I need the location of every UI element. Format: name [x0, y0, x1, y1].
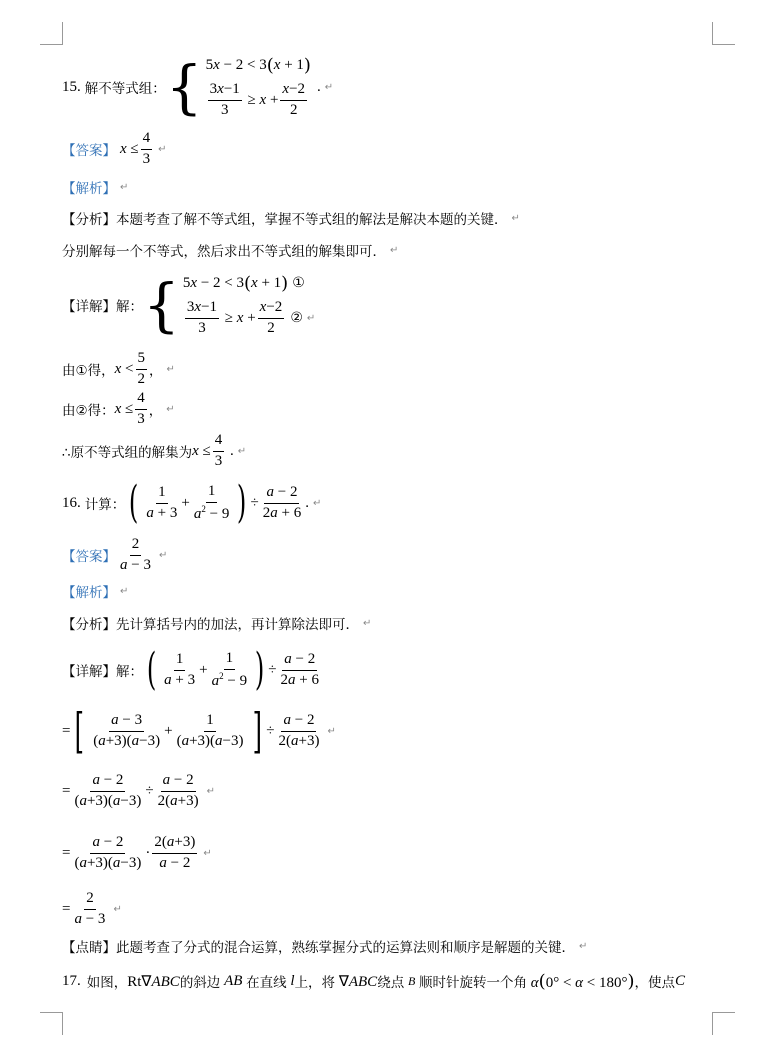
q16-detail: 【详解】 解： ( $\frac{1}{a + 3}$ + $\frac{1}{a^2 - 9}$ ) ÷ $\frac{a - 2}{2a + 6}$ [62, 644, 319, 695]
q15-statement: 15. 解不等式组： { 5 x − 2 < 3 ( x + 1 ) $\frac{3x-1}{3}$ ≥ x + $\frac{x-2}{2}$ . ↵ [62, 53, 334, 121]
q15-from1: 由①得， x < $\frac{5}{2}$ ， ↵ [62, 350, 175, 387]
q15-system: { 5 x − 2 < 3 ( x + 1 ) $\frac{3x-1}{3}$ ≥ x + $\frac{x-2}{2}$ [165, 53, 311, 121]
q15-prompt: 解不等式组： [84, 81, 166, 97]
q16-result: = $\frac{2}{a - 3}$ ↵ [62, 890, 122, 927]
q15-number: 15. [62, 78, 81, 95]
q16-statement: 16. 计算： ( $\frac{1}{a + 3}$ + $\frac{1}{a^2 - 9}$ ) ÷ $\frac{a - 2}{2a + 6}$ . ↵ [62, 477, 322, 528]
q15-analysis-2: 分别解每一个不等式，然后求出不等式组的解集即可． ↵ [62, 244, 399, 260]
q15-detail: 【详解】 解： { 5 x − 2 < 3 ( x + 1 ) ① $\frac{3x-1}{3}$ ≥ x + $\frac{x-2}{2}$ ② ↵ [62, 271, 316, 339]
q15-conclusion: ∴原不等式组的解集为 x ≤ $\frac{4}{3}$ . ↵ [62, 432, 247, 469]
q15-answer: 【答案】 x ≤ $\frac{4}{3}$ ↵ [62, 130, 167, 167]
q16-jiexi: 【解析】 ↵ [62, 585, 129, 601]
q15-analysis: 【分析】 本题考查了解不等式组，掌握不等式组的解法是解决本题的关键． ↵ [62, 212, 520, 228]
q16-answer: 【答案】 $\frac{2}{a - 3}$ ↵ [62, 536, 168, 573]
q15-from2: 由②得： x ≤ $\frac{4}{3}$ ， ↵ [62, 390, 175, 427]
q16-step2: = $\frac{a - 2}{(a+3)(a-3)}$ ÷ $\frac{a - 2}{2(a+3)}$ ↵ [62, 772, 215, 809]
q16-step3: = $\frac{a - 2}{(a+3)(a-3)}$ · $\frac{2(a+3)}{a - 2}$ ↵ [62, 834, 212, 871]
crop-mark-top-right [712, 22, 735, 45]
crop-mark-bottom-left [40, 1012, 63, 1035]
q15-answer-label: 【答案】 [62, 143, 116, 159]
crop-mark-bottom-right [712, 1012, 735, 1035]
q16-step1: = [ $\frac{a - 3}{(a+3)(a-3)}$ + $\frac{1}{(a+3)(a-3)}$ ] ÷ $\frac{a - 2}{2(a+3)}$ ↵ [62, 703, 336, 759]
q16-comment: 【点睛】 此题考查了分式的混合运算，熟练掌握分式的运算法则和顺序是解题的关键． ↵ [62, 940, 588, 956]
q17-statement: 17. 如图， Rt∇ABC 的斜边 AB 在直线 l 上，将 ∇ABC 绕点 B 顺时针旋转一个角 α(0° < α < 180°) ，使点 C [62, 970, 686, 992]
q16-analysis: 【分析】 先计算括号内的加法，再计算除法即可． ↵ [62, 617, 372, 633]
q15-jiexi: 【解析】 ↵ [62, 181, 129, 197]
crop-mark-top-left [40, 22, 63, 45]
